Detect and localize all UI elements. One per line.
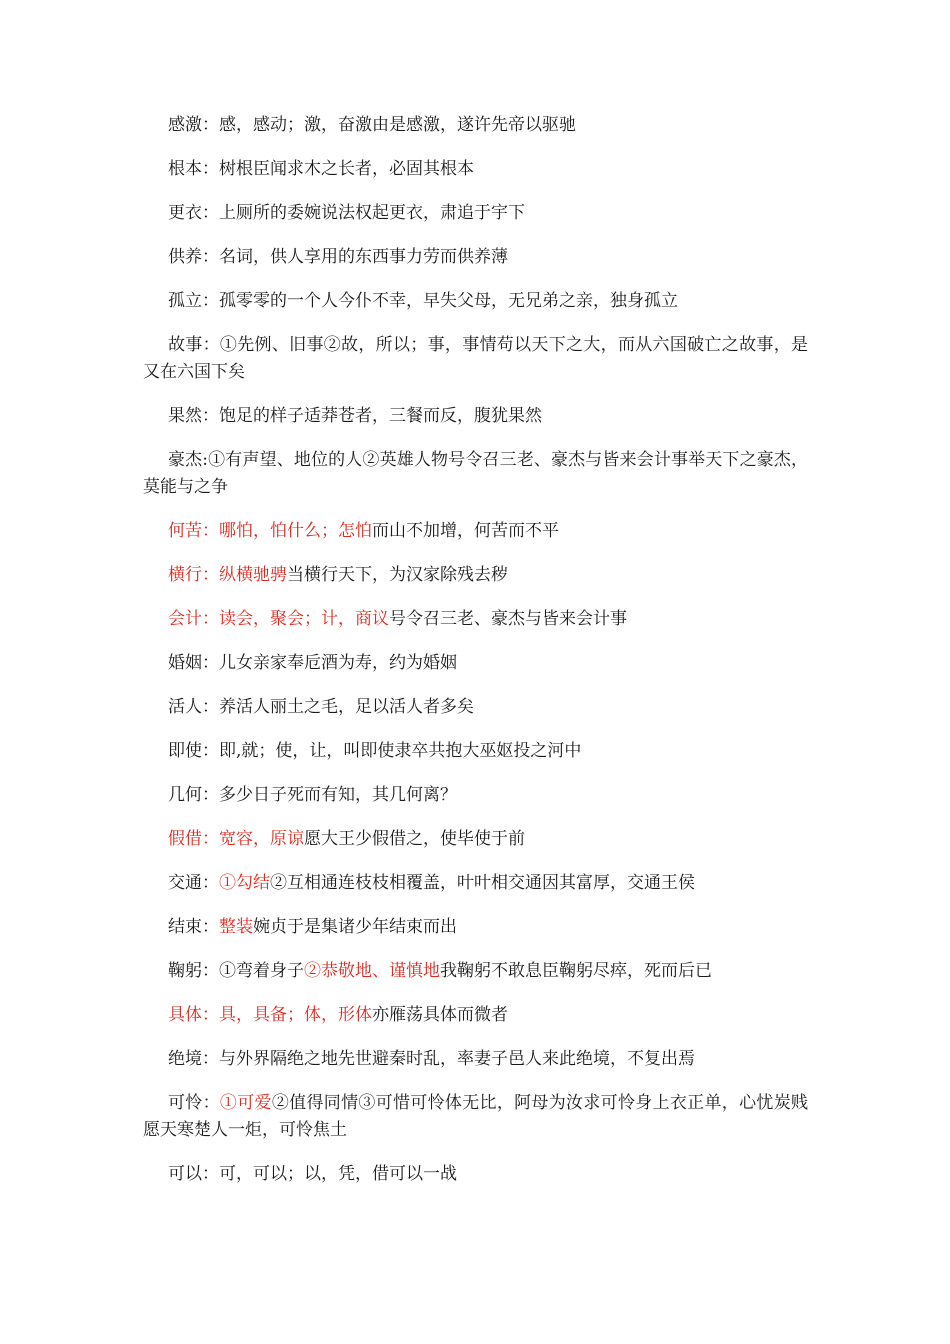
entry-text: 婉贞于是集诸少年结束而出: [253, 917, 457, 937]
entry-text-highlight: 假借：宽容，原谅: [168, 829, 304, 849]
entry-text: 果然：饱足的样子适莽苍者，三餐而反，腹犹果然: [168, 406, 542, 426]
vocab-entry-8: [143, 518, 808, 545]
entry-text: 可怜：: [168, 1093, 220, 1113]
vocab-entry-2: [143, 200, 808, 227]
vocab-entry-3: [143, 244, 808, 271]
entry-text: ②值得同情③可惜可怜体无比，阿母为汝求可怜身上衣正单，心忧炭贱愿天寒楚人一炬，可怜焦土: [143, 1093, 809, 1140]
vocab-entry-10: [143, 606, 808, 633]
entry-text: 号令召三老、豪杰与皆来会计事: [389, 609, 627, 629]
entry-text: 豪杰:①有声望、地位的人②英雄人物号令召三老、豪杰与皆来会计事举天下之豪杰，莫能与之争: [143, 450, 808, 497]
entry-text-highlight: ①可爱: [219, 1093, 272, 1113]
entry-text: 鞠躬：①弯着身子: [168, 961, 304, 981]
vocab-entry-12: [143, 694, 808, 721]
vocab-entry-13: [143, 738, 808, 765]
entry-text-highlight: ②恭敬地、谨慎地: [304, 961, 440, 981]
entry-text: 交通：: [168, 873, 219, 893]
vocab-entry-18: [143, 958, 808, 985]
entry-text: 即使：即,就；使，让，叫即使隶卒共抱大巫妪投之河中: [168, 741, 582, 761]
entry-text: 几何：多少日子死而有知，其几何离？: [168, 785, 457, 805]
entry-text-highlight: 整装: [219, 917, 253, 937]
vocab-entry-19: [143, 1002, 808, 1029]
vocabulary-list: [143, 112, 808, 1205]
vocab-entry-6: [143, 403, 808, 430]
entry-text: 亦雁荡具体而微者: [372, 1005, 508, 1025]
vocab-entry-20: [143, 1046, 808, 1073]
entry-text: 感激：感，感动；激，奋激由是感激，遂许先帝以驱驰: [168, 115, 576, 135]
vocab-entry-11: [143, 650, 808, 677]
vocab-entry-22: [143, 1161, 808, 1188]
entry-text-highlight: 具体：具，具备；体，形体: [168, 1005, 372, 1025]
entry-text: 更衣：上厕所的委婉说法权起更衣，肃追于宇下: [168, 203, 525, 223]
vocab-entry-21: [143, 1090, 808, 1144]
entry-text: 供养：名词，供人享用的东西事力劳而供养薄: [168, 247, 508, 267]
vocab-entry-9: [143, 562, 808, 589]
entry-text: 愿大王少假借之，使毕使于前: [304, 829, 525, 849]
vocab-entry-17: [143, 914, 808, 941]
entry-text-highlight: 何苦：哪怕，怕什么；怎怕: [168, 521, 372, 541]
entry-text: 而山不加增，何苦而不平: [372, 521, 559, 541]
entry-text: 活人：养活人丽土之毛，足以活人者多矣: [168, 697, 474, 717]
entry-text: 可以：可，可以；以，凭，借可以一战: [168, 1164, 457, 1184]
entry-text: 当横行天下，为汉家除残去秽: [287, 565, 508, 585]
entry-text-highlight: 横行：纵横驰骋: [168, 565, 287, 585]
entry-text: ②互相通连枝枝相覆盖，叶叶相交通因其富厚，交通王侯: [270, 873, 695, 893]
entry-text: 根本：树根臣闻求木之长者，必固其根本: [168, 159, 474, 179]
entry-text: 故事：①先例、旧事②故，所以；事，事情苟以天下之大，而从六国破亡之故事，是又在六国下矣: [143, 335, 808, 382]
vocab-entry-15: [143, 826, 808, 853]
vocab-entry-14: [143, 782, 808, 809]
vocab-entry-5: [143, 332, 808, 386]
entry-text: 我鞠躬不敢息臣鞠躬尽瘁，死而后已: [440, 961, 712, 981]
vocab-entry-1: [143, 156, 808, 183]
entry-text: 结束：: [168, 917, 219, 937]
vocab-entry-4: [143, 288, 808, 315]
entry-text: 孤立：孤零零的一个人今仆不幸，早失父母，无兄弟之亲，独身孤立: [168, 291, 678, 311]
vocab-entry-0: [143, 112, 808, 139]
entry-text: 婚姻：儿女亲家奉卮酒为寿，约为婚姻: [168, 653, 457, 673]
vocab-entry-7: [143, 447, 808, 501]
entry-text-highlight: ①勾结: [219, 873, 270, 893]
vocab-entry-16: [143, 870, 808, 897]
entry-text: 绝境：与外界隔绝之地先世避秦时乱，率妻子邑人来此绝境，不复出焉: [168, 1049, 695, 1069]
entry-text-highlight: 会计：读会，聚会；计，商议: [168, 609, 389, 629]
